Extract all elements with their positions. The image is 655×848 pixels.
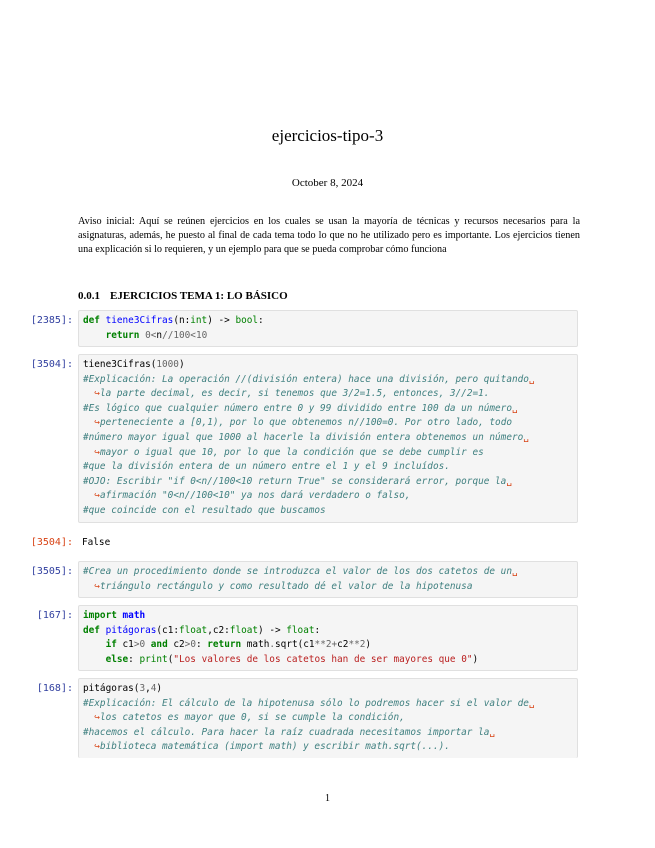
code-cell-3504[interactable] [30,354,578,523]
wrap-arrow-icon: ↪ [94,741,100,753]
code-line: def pitágoras(c1:float,c2:float) -> float: [83,624,321,636]
comment-line: #que la división entera de un número entre el 1 y el 9 incluídos. [83,461,450,473]
wrap-arrow-icon: ↪ [94,712,100,724]
section-number: 0.0.1 [78,290,100,302]
output-prompt: [3504]: [30,537,73,548]
code-cell-168[interactable] [36,678,578,758]
code-line: else: print("Los valores de los catetos han de ser mayores que 0") [105,653,479,665]
comment-line: #Crea un procedimiento donde se introduzca el valor de los dos catetos de un␣ [83,566,518,577]
code-line: tiene3Cifras(1000) [83,359,185,370]
output-cell-3504 [30,536,578,550]
wrap-end-icon: ␣ [528,697,535,709]
wrap-arrow-icon: ↪ [94,580,100,592]
wrap-arrow-icon: ↪ [94,388,100,400]
code-line: return 0<n//100<10 [105,329,208,341]
input-prompt: [2385]: [30,315,73,326]
comment-line: ↪biblioteca matemática (import math) y escribir math.sqrt(...). [94,741,450,753]
comment-line: #número mayor igual que 1000 al hacerle la división entera obtenemos un número␣ [83,431,529,443]
wrap-end-icon: ␣ [489,726,496,738]
comment-line: ↪los catetos es mayor que 0, si se cumple la condición, [94,712,405,724]
code-editor[interactable] [78,561,578,598]
code-cell-167[interactable] [36,605,578,671]
comment-line: #que coincide con el resultado que buscamos [83,504,326,516]
wrap-arrow-icon: ↪ [94,446,100,458]
wrap-end-icon: ␣ [506,475,512,487]
input-prompt: [3505]: [30,566,73,577]
output-text: False [82,537,111,548]
wrap-arrow-icon: ↪ [94,417,100,429]
code-editor[interactable] [78,354,578,523]
section-heading [78,290,288,302]
wrap-end-icon: ␣ [511,402,518,414]
wrap-end-icon: ␣ [528,373,535,385]
wrap-end-icon: ␣ [523,431,529,443]
code-editor[interactable] [78,310,578,347]
document-title: ejercicios-tipo-3 [271,126,384,145]
comment-line: ↪afirmación "0<n//100<10" ya nos dará verdadero o falso, [94,490,411,502]
code-line: pitágoras(3,4) [83,683,163,694]
comment-line: #hacemos el cálculo. Para hacer la raíz cuadrada necesitamos importar la␣ [83,726,496,738]
code-cell-3505[interactable] [30,561,578,598]
section-title: EJERCICIOS TEMA 1: LO BÁSICO [110,290,288,302]
input-prompt: [168]: [36,683,73,694]
code-editor[interactable] [78,605,578,671]
code-line: def tiene3Cifras(n:int) -> bool: [83,315,264,326]
wrap-arrow-icon: ↪ [94,490,100,502]
code-line: import math [83,610,146,621]
comment-line: ↪triángulo rectángulo y como resultado dé el valor de la hipotenusa [94,580,473,592]
comment-line: ↪la parte decimal, es decir, si tenemos que 3/2=1.5, entonces, 3//2=1. [94,388,490,400]
page-number: 1 [325,793,330,804]
document-date: October 8, 2024 [291,177,364,189]
comment-line: ↪perteneciente a [0,1), por lo que obtenemos n//100=0. Por otro lado, todo [94,417,512,429]
comment-line: #OJO: Escribir "if 0<n//100<10 return True" se considerará error, porque la␣ [83,475,512,487]
code-cell-2385[interactable] [30,310,578,347]
comment-line: #Explicación: La operación //(división entera) hace una división, pero quitando␣ [83,373,535,385]
comment-line: #Es lógico que cualquier número entre 0 y 99 dividido entre 100 da un número␣ [83,402,518,414]
comment-line: #Explicación: El cálculo de la hipotenusa sólo lo podremos hacer si el valor de␣ [83,697,535,709]
code-line: if c1>0 and c2>0: return math.sqrt(c1**2+c2**2) [105,639,372,651]
wrap-end-icon: ␣ [511,566,518,577]
input-prompt: [3504]: [30,359,73,370]
intro-paragraph: Aviso inicial: Aquí se reúnen ejercicios en los cuales se usan la mayoría de técnicas y recursos necesarios para la asignaturas, además, he puesto al final de cada tema todo lo que no he utilizado pero es importante. Los ejercicios tienen una explicación si lo requieren, y un ejemplo para que se pueda comprobar cómo funciona [78,216,580,256]
input-prompt: [167]: [36,610,73,621]
code-editor[interactable] [78,678,578,758]
comment-line: ↪mayor o igual que 10, por lo que la condición que se debe cumplir es [94,446,484,458]
